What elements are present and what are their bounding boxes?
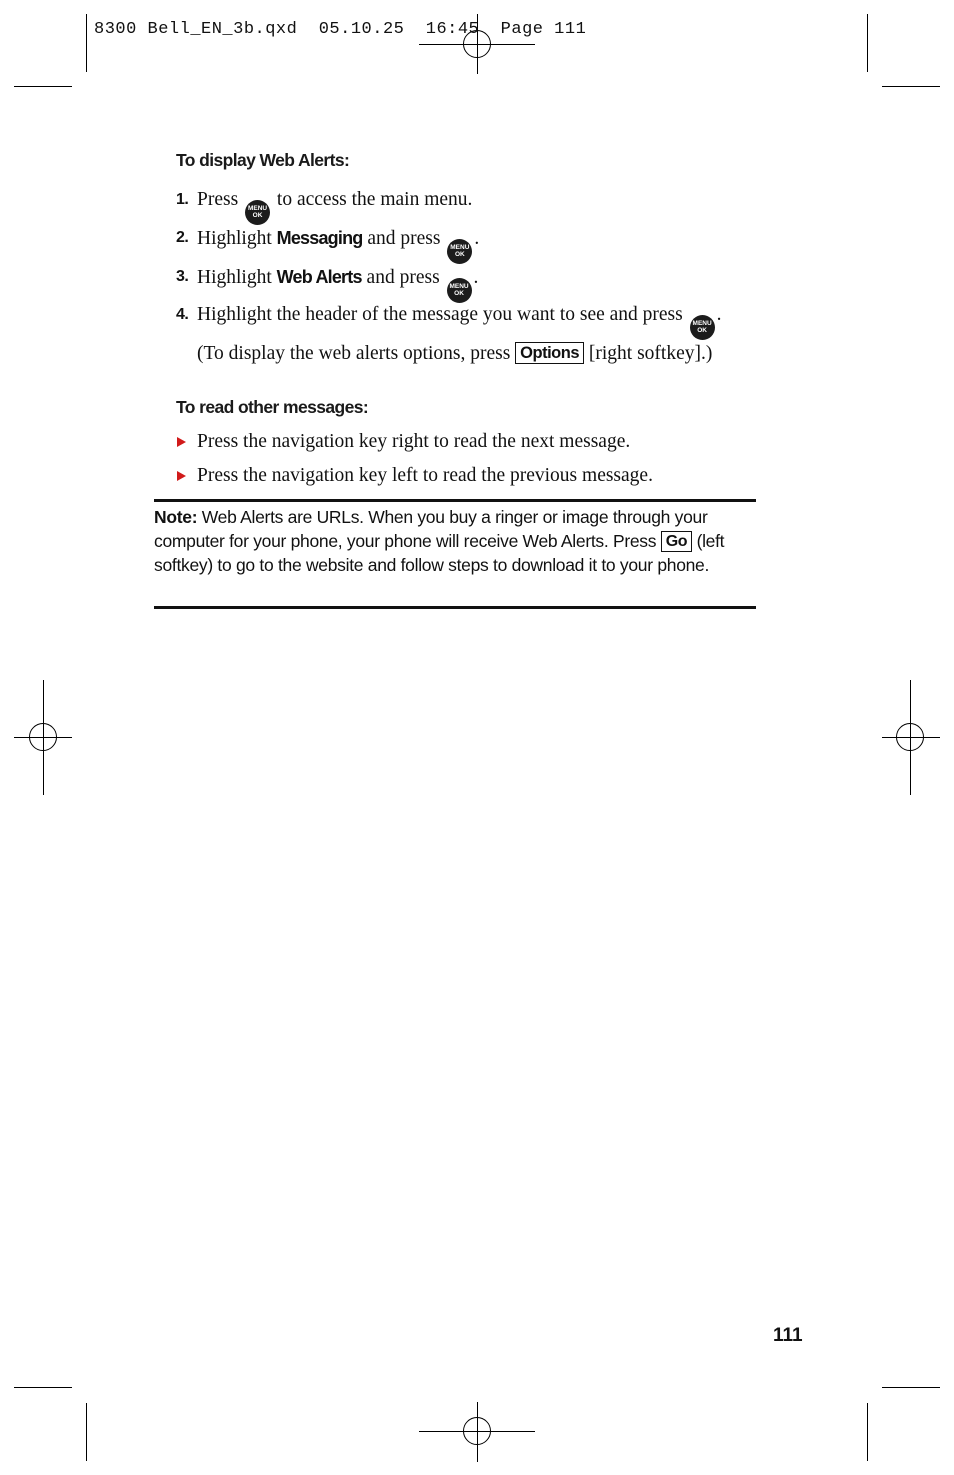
step-1 bbox=[176, 186, 736, 225]
step-number: 1. bbox=[176, 191, 189, 208]
note-text: (left softkey) to go to the website and follow steps to download it to your phone. bbox=[154, 531, 725, 575]
step-text: Press bbox=[197, 189, 239, 210]
menu-keyword: Messaging bbox=[276, 228, 363, 248]
menu-ok-key-icon: MENU OK bbox=[447, 278, 472, 303]
note-top-rule bbox=[154, 499, 756, 502]
go-softkey-label: Go bbox=[661, 531, 692, 552]
step-4 bbox=[176, 301, 736, 368]
crop-mark bbox=[867, 1403, 868, 1461]
registration-circle bbox=[29, 723, 57, 751]
step-text: . bbox=[473, 267, 479, 288]
note-box bbox=[154, 505, 744, 577]
registration-circle bbox=[463, 1417, 491, 1445]
menu-ok-key-icon: MENU OK bbox=[690, 315, 715, 340]
bullet-item bbox=[176, 463, 756, 489]
step-text: Highlight the header of the message you want to see and press bbox=[197, 304, 683, 325]
options-softkey-label: Options bbox=[515, 342, 584, 364]
crop-mark bbox=[882, 1387, 940, 1388]
menu-ok-key-icon: MENU OK bbox=[447, 239, 472, 264]
crop-mark bbox=[86, 14, 87, 72]
registration-circle bbox=[896, 723, 924, 751]
bullet-arrow-icon bbox=[177, 437, 186, 447]
step-2 bbox=[176, 224, 736, 264]
note-bottom-rule bbox=[154, 606, 756, 609]
step-text: and press bbox=[367, 228, 441, 249]
menu-ok-key-icon: MENU OK bbox=[245, 200, 270, 225]
crop-mark bbox=[86, 1403, 87, 1461]
bullet-arrow-icon bbox=[177, 471, 186, 481]
menu-keyword: Web Alerts bbox=[276, 267, 362, 287]
bullet-text: Press the navigation key right to read the next message. bbox=[197, 431, 631, 452]
crop-mark bbox=[14, 1387, 72, 1388]
step-text: . (To display the web alerts options, press bbox=[197, 304, 722, 364]
step-text: . bbox=[474, 228, 480, 249]
step-3 bbox=[176, 263, 736, 303]
step-number: 2. bbox=[176, 229, 189, 246]
crop-mark bbox=[14, 86, 72, 87]
step-text: [right softkey].) bbox=[588, 342, 713, 364]
step-text: Highlight bbox=[197, 228, 272, 249]
note-text: Web Alerts are URLs. When you buy a ringer or image through your computer for your phone, your phone will receive Web Alerts. Press bbox=[154, 507, 708, 551]
crop-mark bbox=[867, 14, 868, 72]
page-number: 111 bbox=[773, 1325, 803, 1346]
step-text: Highlight bbox=[197, 267, 272, 288]
crop-mark bbox=[882, 86, 940, 87]
note-label: Note: bbox=[154, 507, 198, 527]
print-slug: 8300 Bell_EN_3b.qxd 05.10.25 16:45 Page 111 bbox=[94, 20, 587, 39]
bullet-item bbox=[176, 429, 756, 455]
bullet-text: Press the navigation key left to read the previous message. bbox=[197, 465, 653, 486]
step-text: to access the main menu. bbox=[276, 189, 473, 210]
section-heading-display: To display Web Alerts: bbox=[176, 150, 350, 170]
step-number: 3. bbox=[176, 268, 189, 285]
section-heading-read: To read other messages: bbox=[176, 397, 369, 417]
step-number: 4. bbox=[176, 306, 189, 323]
step-text: and press bbox=[366, 267, 440, 288]
